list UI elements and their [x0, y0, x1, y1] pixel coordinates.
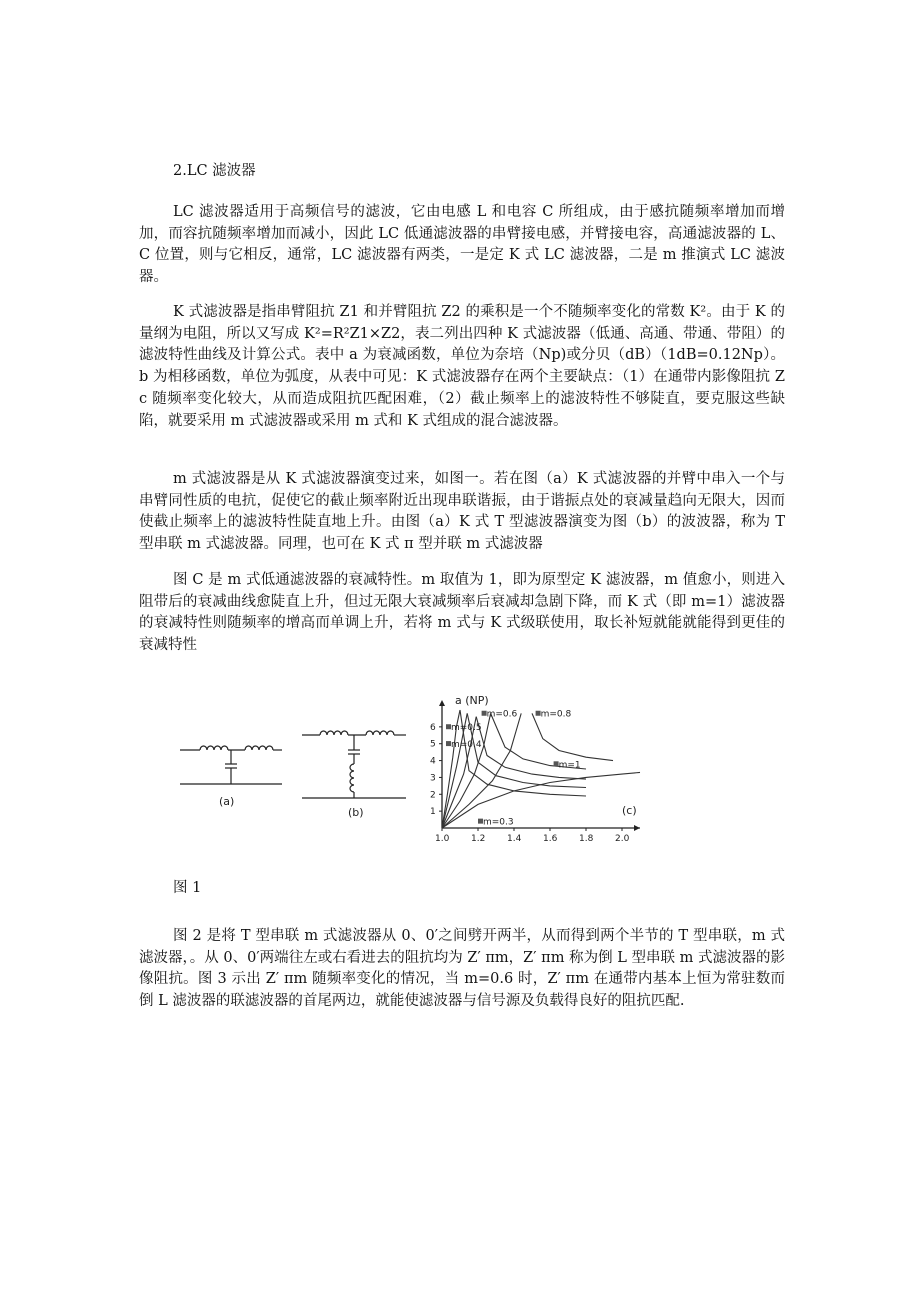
x-tick-label: 1.0 — [435, 834, 450, 844]
series-line — [467, 713, 586, 787]
paragraph-figure-2: 图 2 是将 T 型串联 m 式滤波器从 0、0′之间劈开两半，从而得到两个半节的 T 型串联，m 式滤波器，。从 0、0′两端往左或右看进去的阻抗均为 Z′ πm，Z′ πm 称为倒 L 型串联 m 式滤波器的影像阻抗。图 3 示出 Z′ πm 随频率变化的情况，当 m=0.6 时，Z′ πm 在通带内基本上恒为常驻数而倒 L 滤波器的联滤波器的首尾两边，就能使滤波器与信号源及负载得良好的阻抗匹配. — [139, 928, 785, 1010]
figure-caption: 图 1 — [173, 880, 202, 896]
annotation-label: m=1 — [558, 760, 581, 771]
x-tick-label: 2.0 — [615, 834, 630, 844]
y-tick-label: 5 — [430, 739, 436, 750]
series-inductor-2 — [245, 746, 273, 750]
series-inductor-b2 — [366, 731, 394, 735]
y-tick-label: 2 — [430, 790, 436, 801]
paragraph-m-filter: m 式滤波器是从 K 式滤波器演变过来，如图一。若在图（a）K 式滤波器的并臂中串入一个与串臂同性质的电抗，促使它的截止频率附近出现串联谐振，由于谐振点处的衰减量趋向无限大，因而使截止频率上的滤波特性陡直地上升。由图（a）K 式 T 型滤波器演变为图（b）的波波器，称为 T 型串联 m 式滤波器。同理，也可在 K 式 π 型并联 m 式滤波器 — [139, 471, 785, 553]
annotation-label: m=0.4 — [451, 740, 482, 751]
x-tick-label: 1.6 — [543, 834, 558, 844]
paragraph-figure-c: 图 C 是 m 式低通滤波器的衰减特性。m 取值为 1，即为原型定 K 滤波器，m 值愈小，则进入阻带后的衰减曲线愈陡直上升，但过无限大衰减频率后衰减却急剧下降，而 K 式（即 m=1）滤波器的衰减特性则随频率的增高而单调上升，若将 m 式与 K 式级联使用，取长补短就能就能得到更佳的衰减特性 — [139, 572, 785, 654]
paragraph-k-filter: K 式滤波器是指串臂阻抗 Z1 和并臂阻抗 Z2 的乘积是一个不随频率变化的常数 K²。由于 K 的量纲为电阻，所以又写成 K²=R²Z1×Z2，表二列出四种 K 式滤波器（低通、高通、带通、带阻）的滤波特性曲线及计算公式。表中 a 为衰减函数，单位为奈培（Np)或分贝（dB）（1dB=0.12Np）。b 为相移函数，单位为弧度，从表中可见：K 式滤波器存在两个主要缺点：（1）在通带内影像阻抗 Zc 随频率变化较大，从而造成阻抗匹配困难，（2）截止频率上的滤波特性不够陡直，要克服这些缺陷，就要采用 m 式滤波器或采用 m 式和 K 式组成的混合滤波器。 — [139, 304, 785, 429]
y-axis-label: a (NP) — [455, 694, 489, 707]
x-tick-label: 1.4 — [507, 834, 522, 844]
annotation-label: m=0.3 — [483, 817, 514, 828]
y-tick-label: 3 — [430, 773, 436, 784]
series-line — [442, 772, 640, 828]
annotation-label: m=0.6 — [486, 709, 518, 720]
y-tick-label: 1 — [430, 807, 436, 818]
series-line — [532, 713, 613, 760]
x-axis-arrow — [634, 825, 640, 831]
x-tick-label: 1.2 — [471, 834, 486, 844]
y-tick-label: 4 — [430, 756, 436, 767]
attenuation-chart — [430, 700, 640, 844]
y-tick-label: 6 — [430, 722, 436, 733]
x-tick-label: 1.8 — [579, 834, 594, 844]
figure-1 — [170, 688, 650, 848]
paragraph-lc-filter-intro: LC 滤波器适用于高频信号的滤波，它由电感 L 和电容 C 所组成，由于感抗随频率增加而增加，而容抗随频率增加而减小，因此 LC 低通滤波器的串臂接电感，并臂接电容，高通滤波器的 L、C 位置，则与它相反，通常，LC 滤波器有两类，一是定 K 式 LC 滤波器，二是 m 推演式 LC 滤波器。 — [139, 204, 785, 286]
shunt-inductor-b — [350, 764, 354, 792]
label-b: (b) — [348, 806, 364, 819]
section-title: 2.LC 滤波器 — [173, 163, 256, 179]
label-a: (a) — [219, 795, 235, 808]
series-inductor-1 — [200, 746, 228, 750]
label-c: (c) — [622, 804, 637, 817]
circuit-a — [180, 746, 282, 784]
annotation-label: m=0.8 — [540, 709, 572, 720]
figure-1-svg — [170, 688, 650, 848]
annotation-label: m=0.5 — [451, 723, 482, 734]
y-axis-arrow — [439, 700, 445, 706]
circuit-b — [302, 731, 406, 798]
series-inductor-b1 — [320, 731, 348, 735]
